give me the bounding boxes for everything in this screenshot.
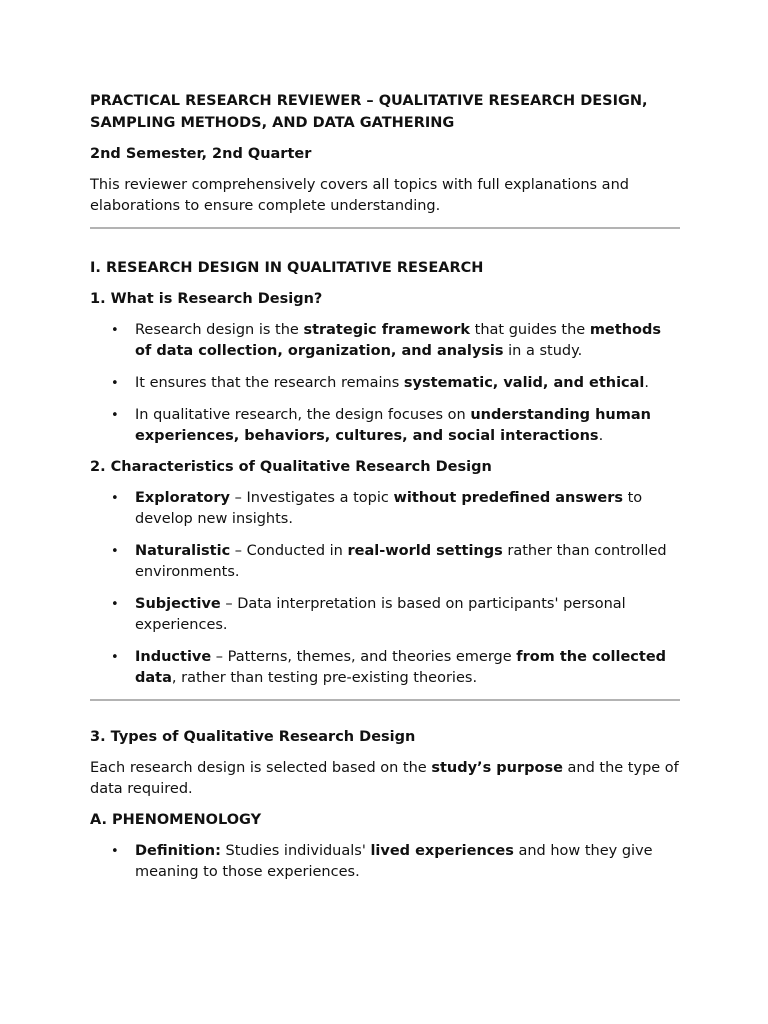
list-item: • Naturalistic – Conducted in real-world settings rather than controlled environments. bbox=[90, 541, 680, 583]
list-item: • It ensures that the research remains systematic, valid, and ethical. bbox=[90, 373, 680, 394]
list-item: • Inductive – Patterns, themes, and theories emerge from the collected data, rather than testing pre-existing theories. bbox=[90, 647, 680, 689]
intro-paragraph: This reviewer comprehensively covers all topics with full explanations and elaborations to ensure complete understanding. bbox=[90, 177, 629, 214]
section-heading-research-design: I. RESEARCH DESIGN IN QUALITATIVE RESEARCH bbox=[90, 260, 484, 276]
types-intro-paragraph: Each research design is selected based on the study’s purpose and the type of data required. bbox=[90, 760, 679, 797]
phenomenology-list bbox=[90, 841, 680, 883]
list-item: • Exploratory – Investigates a topic without predefined answers to develop new insights. bbox=[90, 488, 680, 530]
list-item: • Definition: Studies individuals' lived experiences and how they give meaning to those experiences. bbox=[90, 841, 680, 883]
characteristics-list bbox=[90, 488, 680, 689]
list-item: • In qualitative research, the design focuses on understanding human experiences, behaviors, cultures, and social interactions. bbox=[90, 405, 680, 447]
document-title: PRACTICAL RESEARCH REVIEWER – QUALITATIVE RESEARCH DESIGN, SAMPLING METHODS, AND DATA GATHERING bbox=[90, 93, 648, 131]
subheading-characteristics: 2. Characteristics of Qualitative Research Design bbox=[90, 459, 492, 475]
list-item: • Subjective – Data interpretation is based on participants' personal experiences. bbox=[90, 594, 680, 636]
document-page bbox=[90, 90, 680, 893]
subheading-types: 3. Types of Qualitative Research Design bbox=[90, 729, 416, 745]
list-item: • Research design is the strategic framework that guides the methods of data collection, organization, and analysis in a study. bbox=[90, 320, 680, 362]
subheading-phenomenology: A. PHENOMENOLOGY bbox=[90, 812, 262, 828]
semester-label: 2nd Semester, 2nd Quarter bbox=[90, 146, 312, 162]
research-design-list bbox=[90, 320, 680, 447]
subheading-what-is-research-design: 1. What is Research Design? bbox=[90, 291, 323, 307]
